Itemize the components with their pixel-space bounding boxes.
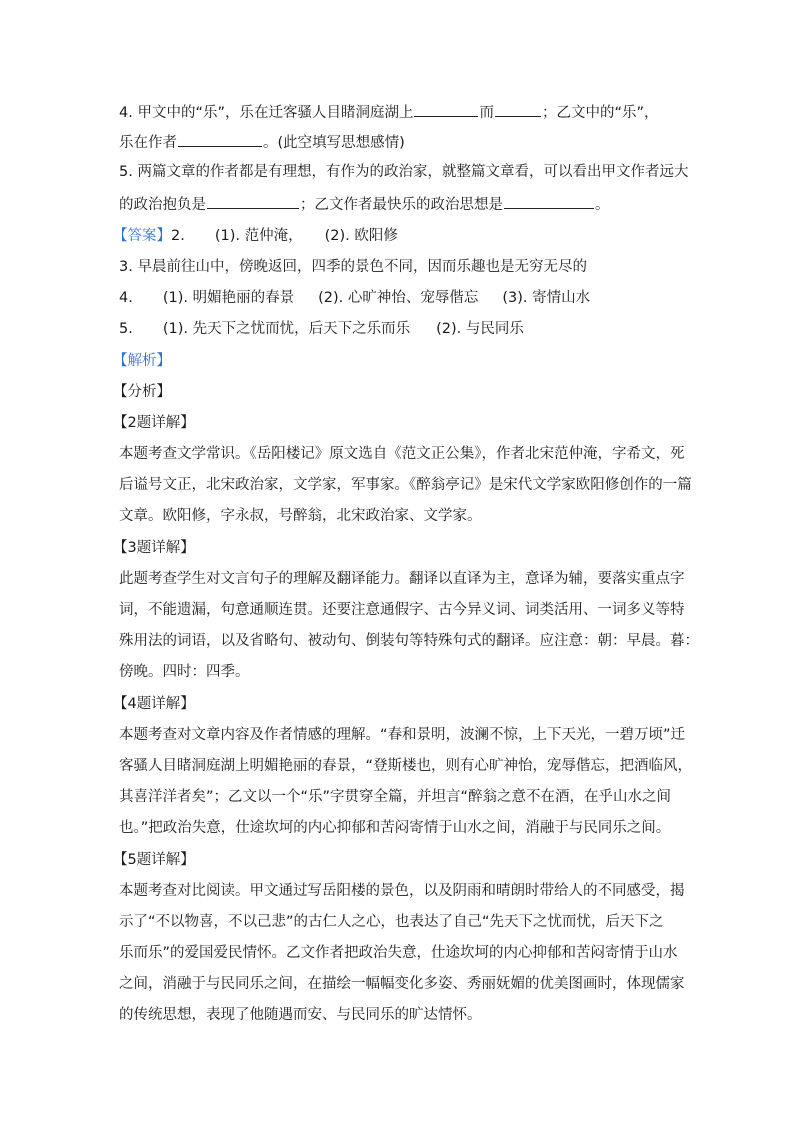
answer-4-part-3: (3). 寄情山水 (502, 290, 591, 306)
q4-text-b: 而 (479, 105, 494, 121)
section-2-line-1: 本题考查文学常识。《岳阳楼记》原文选自《范文正公集》，作者北宋范仲淹，字希文，死 (119, 446, 685, 462)
answer-line-4 (119, 288, 590, 308)
q4-blank-3 (178, 132, 262, 147)
section-3-line-3: 殊用法的词语，以及省略句、被动句、倒装句等特殊句式的翻译。应注意：朝：早晨。暮： (119, 633, 699, 649)
section-5-heading: 【5题详解】 (113, 852, 195, 868)
q4-blank-1 (414, 102, 478, 117)
section-4-line-1: 本题考查对文章内容及作者情感的理解。“春和景明，波澜不惊，上下天光，一碧万顷”迁 (119, 727, 686, 743)
answer-5-part-2: (2). 与民同乐 (436, 321, 524, 337)
answer-2-part-1: (1). 范仲淹， (214, 228, 303, 244)
q5-blank-1 (207, 194, 299, 209)
section-2-line-3: 文章。欧阳修，字永叔，号醉翁，北宋政治家、文学家。 (119, 508, 482, 524)
q4-text-c: ；乙文中的“乐”， (541, 105, 659, 121)
section-2-heading: 【2题详解】 (113, 415, 195, 431)
section-5-line-3: 乐而乐”的爱国爱民情怀。乙文作者把政治失意，仕途坎坷的内心抑郁和苦闷寄情于山水 (119, 945, 678, 961)
analysis-fenxi-heading: 【分析】 (113, 384, 171, 400)
answer-3: 3. 早晨前往山中，傍晚返回，四季的景色不同，因而乐趣也是无穷无尽的 (119, 259, 587, 275)
answer-5-part-1: (1). 先天下之忧而忧，后天下之乐而乐 (162, 321, 411, 337)
q5-text-b: ；乙文作者最快乐的政治思想是 (300, 197, 503, 213)
answer-4-num: 4. (119, 290, 133, 306)
q4-line-1 (119, 102, 659, 123)
section-4-heading: 【4题详解】 (113, 696, 195, 712)
answer-4-part-2: (2). 心旷神怡、宠辱偕忘 (318, 290, 479, 306)
section-3-heading: 【3题详解】 (113, 540, 195, 556)
q4-text-d: 乐在作者 (119, 135, 177, 151)
q5-text-c: 。 (595, 197, 610, 213)
section-5-line-2: 示了“不以物喜，不以己悲”的古仁人之心，也表达了自己“先天下之忧而忧，后天下之 (119, 914, 664, 930)
answer-2-part-2: (2). 欧阳修 (324, 228, 398, 244)
answer-5-num: 5. (119, 321, 133, 337)
section-4-line-2: 客骚人目睹洞庭湖上明媚艳丽的春景，“登斯楼也，则有心旷神怡，宠辱偕忘，把酒临风， (119, 758, 693, 774)
q4-text-e: 。(此空填写思想感情) (263, 135, 405, 151)
q4-blank-2 (495, 102, 541, 117)
q4-line-2 (119, 132, 405, 153)
answer-line-5 (119, 319, 524, 339)
q4-text-a: 4. 甲文中的“乐”，乐在迁客骚人目睹洞庭湖上 (119, 105, 414, 121)
section-3-line-4: 傍晚。四时：四季。 (119, 664, 250, 680)
section-4-line-4: 也。”把政治失意，仕途坎坷的内心抑郁和苦闷寄情于山水之间，消融于与民同乐之间。 (119, 820, 671, 836)
q5-text-a: 的政治抱负是 (119, 197, 206, 213)
q5-line-2 (119, 194, 610, 215)
section-3-line-1: 此题考查学生对文言句子的理解及翻译能力。翻译以直译为主，意译为辅，要落实重点字 (119, 571, 685, 587)
section-5-line-5: 的传统思想，表现了他随遇而安、与民同乐的旷达情怀。 (119, 1007, 482, 1023)
section-5-line-4: 之间，消融于与民同乐之间，在描绘一幅幅变化多姿、秀丽妩媚的优美图画时，体现儒家 (119, 976, 685, 992)
answer-tag: 【答案】 (113, 228, 171, 244)
answer-line-2 (113, 226, 398, 246)
answer-2-num: 2. (171, 228, 185, 244)
section-3-line-2: 词，不能遗漏，句意通顺连贯。还要注意通假字、古今异义词、词类活用、一词多义等特 (119, 602, 685, 618)
section-5-line-1: 本题考查对比阅读。甲文通过写岳阳楼的景色，以及阴雨和晴朗时带给人的不同感受，揭 (119, 883, 685, 899)
section-4-line-3: 其喜洋洋者矣”；乙文以一个“乐”字贯穿全篇，并坦言“醉翁之意不在酒，在乎山水之间 (119, 789, 672, 805)
section-2-line-2: 后谥号文正，北宋政治家，文学家，军事家。《醉翁亭记》是宋代文学家欧阳修创作的一篇 (119, 477, 692, 493)
answer-4-part-1: (1). 明媚艳丽的春景 (162, 290, 295, 306)
q5-line-1: 5. 两篇文章的作者都是有理想，有作为的政治家，就整篇文章看，可以看出甲文作者远大 (119, 164, 689, 180)
analysis-tag: 【解析】 (113, 353, 171, 369)
q5-blank-2 (504, 194, 594, 209)
